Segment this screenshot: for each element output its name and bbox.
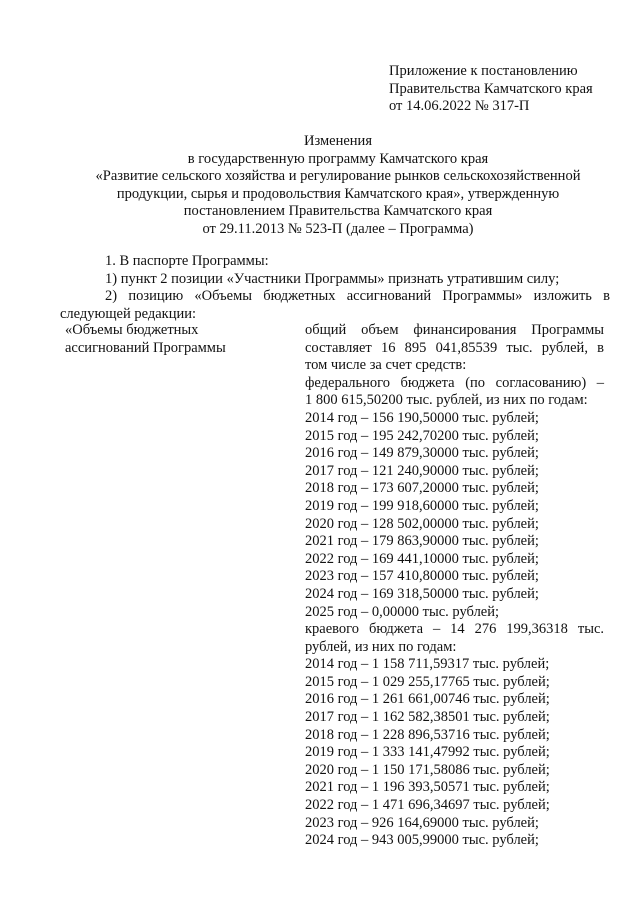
federal-year-2025: 2025 год – 0,00000 тыс. рублей; <box>305 603 500 620</box>
intro-paragraphs <box>60 253 610 323</box>
regional-year-2020: 2020 год – 1 150 171,58086 тыс. рублей; <box>305 761 550 778</box>
title-line-6: от 29.11.2013 № 523-П (далее – Программа) <box>202 220 474 237</box>
title-line-5: постановлением Правительства Камчатского края <box>183 203 493 220</box>
appendix-line-1: Приложение к постановлению <box>389 63 578 79</box>
title-line-2: в государственную программу Камчатского края <box>187 150 489 167</box>
total-line-1: общий объем финансирования Программы <box>305 322 604 338</box>
regional-year-2018: 2018 год – 1 228 896,53716 тыс. рублей; <box>305 726 550 743</box>
appendix-line-2: Правительства Камчатского края <box>389 80 593 97</box>
regional-year-2021: 2021 год – 1 196 393,50571 тыс. рублей; <box>305 779 550 796</box>
appendix-reference <box>389 63 629 116</box>
paragraph-item-3-continuation: следующей редакции: <box>60 305 197 322</box>
federal-year-2017: 2017 год – 121 240,90000 тыс. рублей; <box>305 462 539 479</box>
regional-year-2019: 2019 год – 1 333 141,47992 тыс. рублей; <box>305 744 550 761</box>
paragraph-item-1: 1. В паспорте Программы: <box>105 253 269 269</box>
federal-year-2014: 2014 год – 156 190,50000 тыс. рублей; <box>305 409 539 426</box>
regional-years-list <box>305 656 604 850</box>
document-title <box>60 133 616 239</box>
regional-year-2015: 2015 год – 1 029 255,17765 тыс. рублей; <box>305 673 550 690</box>
regional-year-2024: 2024 год – 943 005,99000 тыс. рублей; <box>305 832 539 849</box>
regional-line-1: краевого бюджета – 14 276 199,36318 тыс. <box>305 621 604 638</box>
title-line-1: Изменения <box>304 133 372 149</box>
appendix-line-3: от 14.06.2022 № 317-П <box>389 98 530 115</box>
federal-year-2019: 2019 год – 199 918,60000 тыс. рублей; <box>305 497 539 514</box>
regional-year-2017: 2017 год – 1 162 582,38501 тыс. рублей; <box>305 709 550 726</box>
federal-year-2016: 2016 год – 149 879,30000 тыс. рублей; <box>305 445 539 462</box>
federal-year-2015: 2015 год – 195 242,70200 тыс. рублей; <box>305 427 539 444</box>
total-line-3: том числе за счет средств: <box>305 357 467 374</box>
federal-years-list <box>305 410 604 621</box>
table-left-line-1: «Объемы бюджетных <box>65 322 199 338</box>
regional-year-2022: 2022 год – 1 471 696,34697 тыс. рублей; <box>305 797 550 814</box>
regional-year-2016: 2016 год – 1 261 661,00746 тыс. рублей; <box>305 691 550 708</box>
federal-year-2023: 2023 год – 157 410,80000 тыс. рублей; <box>305 568 539 585</box>
total-line-2: составляет 16 895 041,85539 тыс. рублей, в <box>305 339 604 356</box>
federal-line-2: 1 800 615,50200 тыс. рублей, из них по годам: <box>305 392 588 409</box>
regional-year-2023: 2023 год – 926 164,69000 тыс. рублей; <box>305 814 539 831</box>
federal-year-2022: 2022 год – 169 441,10000 тыс. рублей; <box>305 550 539 567</box>
federal-year-2020: 2020 год – 128 502,00000 тыс. рублей; <box>305 515 539 532</box>
regional-line-2: рублей, из них по годам: <box>305 638 457 655</box>
federal-year-2018: 2018 год – 173 607,20000 тыс. рублей; <box>305 480 539 497</box>
title-line-4: продукции, сырья и продовольствия Камчатского края», утвержденную <box>116 185 560 202</box>
table-left-cell <box>60 322 260 357</box>
title-line-3: «Развитие сельского хозяйства и регулирование рынков сельскохозяйственной <box>95 168 581 185</box>
paragraph-item-2: 1) пункт 2 позиции «Участники Программы» признать утратившим силу; <box>105 270 560 287</box>
federal-year-2021: 2021 год – 179 863,90000 тыс. рублей; <box>305 533 539 550</box>
table-left-line-2: ассигнований Программы <box>65 339 226 356</box>
paragraph-item-3: 2) позицию «Объемы бюджетных ассигнований Программы» изложить в <box>105 288 610 305</box>
regional-year-2014: 2014 год – 1 158 711,59317 тыс. рублей; <box>305 656 550 673</box>
federal-line-1: федерального бюджета (по согласованию) – <box>305 374 604 391</box>
federal-year-2024: 2024 год – 169 318,50000 тыс. рублей; <box>305 585 539 602</box>
table-right-cell <box>305 322 604 850</box>
